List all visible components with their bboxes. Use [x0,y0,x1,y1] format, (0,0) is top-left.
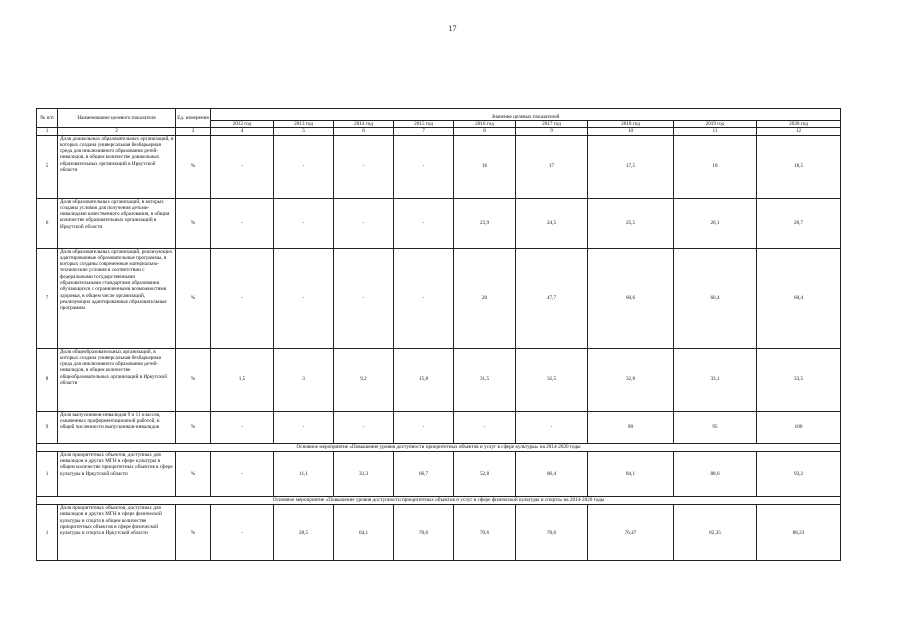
header-year: 2016 год [454,121,516,128]
value-cell: - [211,135,274,198]
value-cell: 25,5 [588,198,674,248]
header-name: Наименование целевого показателя [58,109,176,128]
value-cell: 70,6 [454,505,516,561]
value-cell: - [211,248,274,348]
row-number: 7 [37,248,58,348]
value-cell: 76,47 [588,505,674,561]
column-number: 8 [454,128,516,135]
column-number: 6 [334,128,394,135]
column-number: 2 [58,128,176,135]
table-row [37,348,841,411]
value-cell: 18 [674,135,757,198]
value-cell: - [394,198,454,248]
column-number: 11 [674,128,757,135]
indicator-name: Доля приоритетных объектов, доступных для инвалидов и других МГН в сфере физической культуры и спорта в общем количестве приоритетных объектов в сфере физической культуры и спорта в Иркутской области [58,505,176,561]
value-cell: 33,1 [674,348,757,411]
header-year: 2015 год [394,121,454,128]
value-cell: 32,8 [588,348,674,411]
table-row [37,505,841,561]
value-cell: 23,9 [454,198,516,248]
row-number: 1 [37,505,58,561]
indicator-name: Доля образовательных организаций, реализующих адаптированные образовательные программы, в которых созданы современные материально-технические условия в соответствии с федеральными государственными образовательными стандартами образования обучающихся с ограниченными возможностями здоровья, в общем числе организаций, реализующих адаптированные образовательные программы [58,248,176,348]
section-title: Основное мероприятие «Повышение уровня доступности приоритетных объектов и услуг в сфере физической культуры и спорта» на 2014-2020 годы [37,496,841,504]
value-cell: - [274,198,334,248]
value-cell: - [334,248,394,348]
unit-cell: % [176,248,211,348]
value-cell: - [211,505,274,561]
header-year: 2017 год [516,121,588,128]
value-cell: - [211,411,274,443]
value-cell: 93,2 [757,451,841,496]
value-cell: 11,1 [274,451,334,496]
row-number: 6 [37,198,58,248]
value-cell: 26,1 [674,198,757,248]
page-number: 17 [448,24,457,33]
section-row [37,496,841,504]
indicator-name: Доля приоритетных объектов, доступных для инвалидов и других МГН в сфере культуры в общем количестве приоритетных объектов в сфере культуры в Иркутской области [58,451,176,496]
value-cell: 60,4 [757,248,841,348]
column-number: 1 [37,128,58,135]
column-number: 9 [516,128,588,135]
value-cell: - [394,248,454,348]
value-cell: 84,1 [588,451,674,496]
value-cell: - [274,248,334,348]
header-num: № п/п [37,109,58,128]
unit-cell: % [176,411,211,443]
value-cell: 9,2 [334,348,394,411]
value-cell: 17 [516,135,588,198]
value-cell: 86,4 [516,451,588,496]
indicators-table [36,108,841,561]
value-cell: 28,5 [274,505,334,561]
unit-cell: % [176,135,211,198]
value-cell: 16 [454,135,516,198]
indicator-name: Доля выпускников-инвалидов 9 и 11 классов, охваченных профориентационной работой, в общей численности выпускников-инвалидов [58,411,176,443]
header-unit: Ед. измерения [176,109,211,128]
header-year: 2013 год [274,121,334,128]
value-cell: - [334,198,394,248]
table-row [37,248,841,348]
unit-cell: % [176,505,211,561]
row-number: 5 [37,135,58,198]
column-number: 5 [274,128,334,135]
table-row [37,411,841,443]
header-row-1 [37,109,841,121]
value-cell: 60,4 [674,248,757,348]
value-cell: 82,35 [674,505,757,561]
table-body [37,128,841,561]
value-cell: 70,6 [516,505,588,561]
value-cell: 60,6 [588,248,674,348]
value-cell: 52,8 [454,451,516,496]
value-cell: 32,5 [516,348,588,411]
column-number: 7 [394,128,454,135]
row-number: 1 [37,451,58,496]
value-cell: 31,5 [454,348,516,411]
value-cell: 47,7 [516,248,588,348]
value-cell: - [454,411,516,443]
table-row [37,198,841,248]
table-row [37,451,841,496]
header-year: 2019 год [674,121,757,128]
value-cell: 1,5 [211,348,274,411]
column-number: 10 [588,128,674,135]
header-year: 2012 год [211,121,274,128]
value-cell: 17,5 [588,135,674,198]
value-cell: 66,7 [394,451,454,496]
value-cell: 26,7 [757,198,841,248]
value-cell: 33,5 [757,348,841,411]
indicator-name: Доля образовательных организаций, в которых созданы условия для получения детьми-инвалидами качественного образования, в общем количестве образовательных организаций в Иркутской области [58,198,176,248]
value-cell: 88,23 [757,505,841,561]
value-cell: 24,5 [516,198,588,248]
value-cell: - [274,135,334,198]
table-row [37,135,841,198]
value-cell: 15,8 [394,348,454,411]
unit-cell: % [176,348,211,411]
indicator-name: Доля общеобразовательных организаций, в которых создана универсальная безбарьерная среда для инклюзивного образования детей-инвалидов, в общем количестве общеобразовательных организаций в Иркутской области [58,348,176,411]
value-cell: 70,6 [394,505,454,561]
value-cell: - [394,411,454,443]
value-cell: - [274,411,334,443]
unit-cell: % [176,451,211,496]
section-row [37,443,841,451]
row-number: 8 [37,348,58,411]
header-year: 2014 год [334,121,394,128]
value-cell: 20 [454,248,516,348]
value-cell: - [516,411,588,443]
header-values-group: Значение целевых показателей [211,109,841,121]
section-title: Основное мероприятие «Повышение уровня доступности приоритетных объектов и услуг в сфере культуры» на 2014-2020 годы [37,443,841,451]
unit-cell: % [176,198,211,248]
value-cell: 100 [757,411,841,443]
value-cell: 88,6 [674,451,757,496]
indicator-name: Доля дошкольных образовательных организаций, в которых создана универсальная безбарьерная среда для инклюзивного образования детей-инвалидов, в общем количестве дошкольных образовательных организаций в Иркутской области [58,135,176,198]
value-cell: - [394,135,454,198]
value-cell: - [211,451,274,496]
value-cell: 3 [274,348,334,411]
value-cell: 90 [588,411,674,443]
header-year: 2018 год [588,121,674,128]
value-cell: - [334,135,394,198]
column-number: 4 [211,128,274,135]
column-number: 3 [176,128,211,135]
value-cell: 95 [674,411,757,443]
value-cell: - [334,411,394,443]
value-cell: - [211,198,274,248]
column-number: 12 [757,128,841,135]
value-cell: 33,3 [334,451,394,496]
value-cell: 18,5 [757,135,841,198]
row-number: 9 [37,411,58,443]
value-cell: 64,1 [334,505,394,561]
column-numbers-row [37,128,841,135]
header-year: 2020 год [757,121,841,128]
